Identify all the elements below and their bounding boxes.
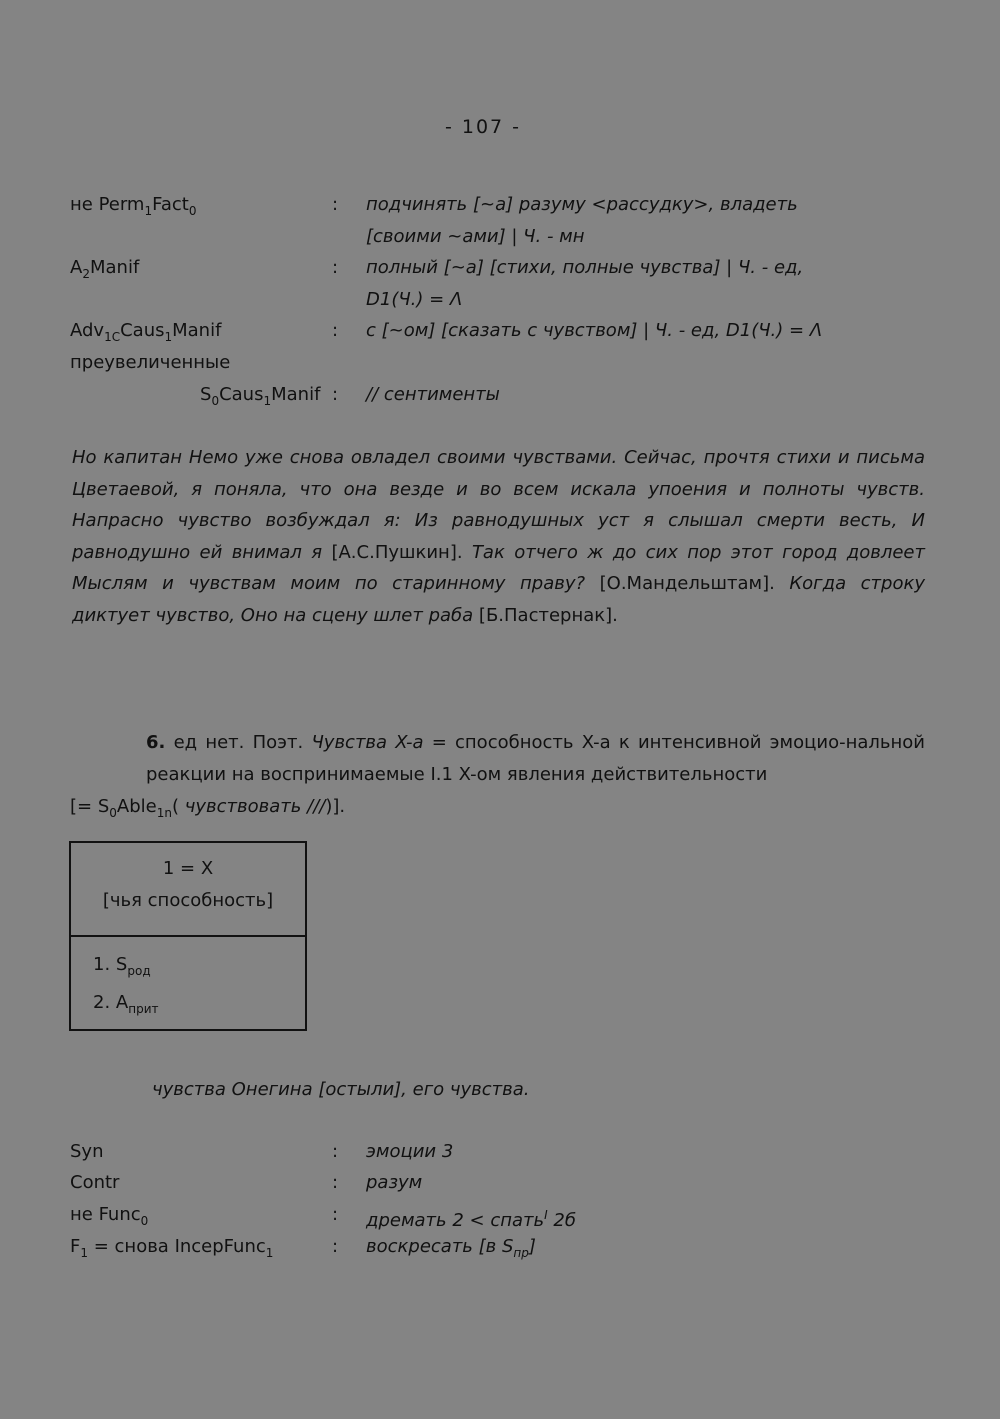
- lf-label: $F_1$ = снова IncepFunc$_1$: [70, 1236, 274, 1260]
- colon: :: [332, 194, 339, 215]
- colon: :: [332, 384, 339, 405]
- sense-definition: 6. ед нет. Поэт. Чувства X-а = способность X-а к интенсивной эмоцио-нальной реакции на воспринимаемые I.1 X-ом явления действительности [= $S_0Able_{1n}$( чувствовать ///)].: [70, 727, 925, 829]
- lf-value: // сентименты: [366, 384, 500, 405]
- usage-example: чувства Онегина [остыли], его чувства.: [152, 1079, 530, 1100]
- lexical-function-entry: [70, 379, 925, 411]
- sense-formula: [= $S_0Able_{1n}$( чувствовать ///)].: [70, 796, 346, 820]
- lexical-function-entry: [70, 1167, 925, 1199]
- lf-value: воскресать [в $S_{пр}$]: [366, 1236, 536, 1260]
- lf-value: разум: [366, 1172, 423, 1193]
- lf-label: не Perm$_1$Fact$_0$: [70, 194, 197, 218]
- government-pattern-header: 1 = X [чья способность]: [71, 843, 305, 937]
- government-pattern-table: [69, 841, 307, 1031]
- lexical-function-entry: [70, 347, 925, 379]
- lf-label: $S_0Caus_1Manif$: [200, 384, 321, 408]
- colon: :: [332, 320, 339, 341]
- lf-label: Contr: [70, 1172, 120, 1193]
- government-pattern-body: 1. $S_{род}$ 2. $A_{прит}$: [93, 954, 159, 1016]
- lf-value: дремать 2 < спать$^I$ 2б: [366, 1208, 576, 1231]
- lf-label: $A_2Manif$: [70, 257, 140, 281]
- lf-value: эмоции 3: [366, 1141, 454, 1162]
- lf-label: Syn: [70, 1141, 104, 1162]
- colon: :: [332, 1141, 339, 1162]
- lexical-function-entry: [70, 315, 925, 347]
- colon: :: [332, 1204, 339, 1225]
- colon: :: [332, 1172, 339, 1193]
- examples-paragraph: Но капитан Немо уже снова овладел своими чувствами. Сейчас, прочтя стихи и письма Цветаевой, я поняла, что она везде и во всем искала упоения и полноты чувств. Напрасно чувство возбуждал я: Из равнодушных уст я слышал смерти весть, И равнодушно ей внимал я [А.С.Пушкин]. Так отчего ж до сих пор этот город довлеет Мыслям и чувствам моим по старинному праву? [О.Мандельштам]. Когда строку диктует чувство, Оно на сцену шлет раба [Б.Пастернак].: [72, 447, 925, 626]
- lf-label: не Func$_0$: [70, 1204, 149, 1228]
- lexical-function-entry: [70, 1199, 925, 1231]
- lexical-function-entry: [70, 189, 925, 253]
- lexical-function-entry: [70, 252, 925, 316]
- lexical-function-entry: [70, 1231, 925, 1263]
- page-number: - 107 -: [444, 116, 522, 138]
- lexical-function-entry: [70, 1136, 925, 1168]
- lf-value: подчинять [~а] разуму <рассудку>, владеть [своими ~ами] | Ч. - мн: [366, 194, 798, 247]
- lf-label: Adv$_{1C}$Caus$_1$Manif: [70, 320, 222, 344]
- lf-label: преувеличенные: [70, 352, 231, 373]
- lf-value: полный [~а] [стихи, полные чувства] | Ч. - ед, D1(Ч.) = Λ: [366, 257, 804, 310]
- colon: :: [332, 1236, 339, 1257]
- colon: :: [332, 257, 339, 278]
- lf-value: с [~ом] [сказать с чувством] | Ч. - ед, D1(Ч.) = Λ: [366, 320, 823, 341]
